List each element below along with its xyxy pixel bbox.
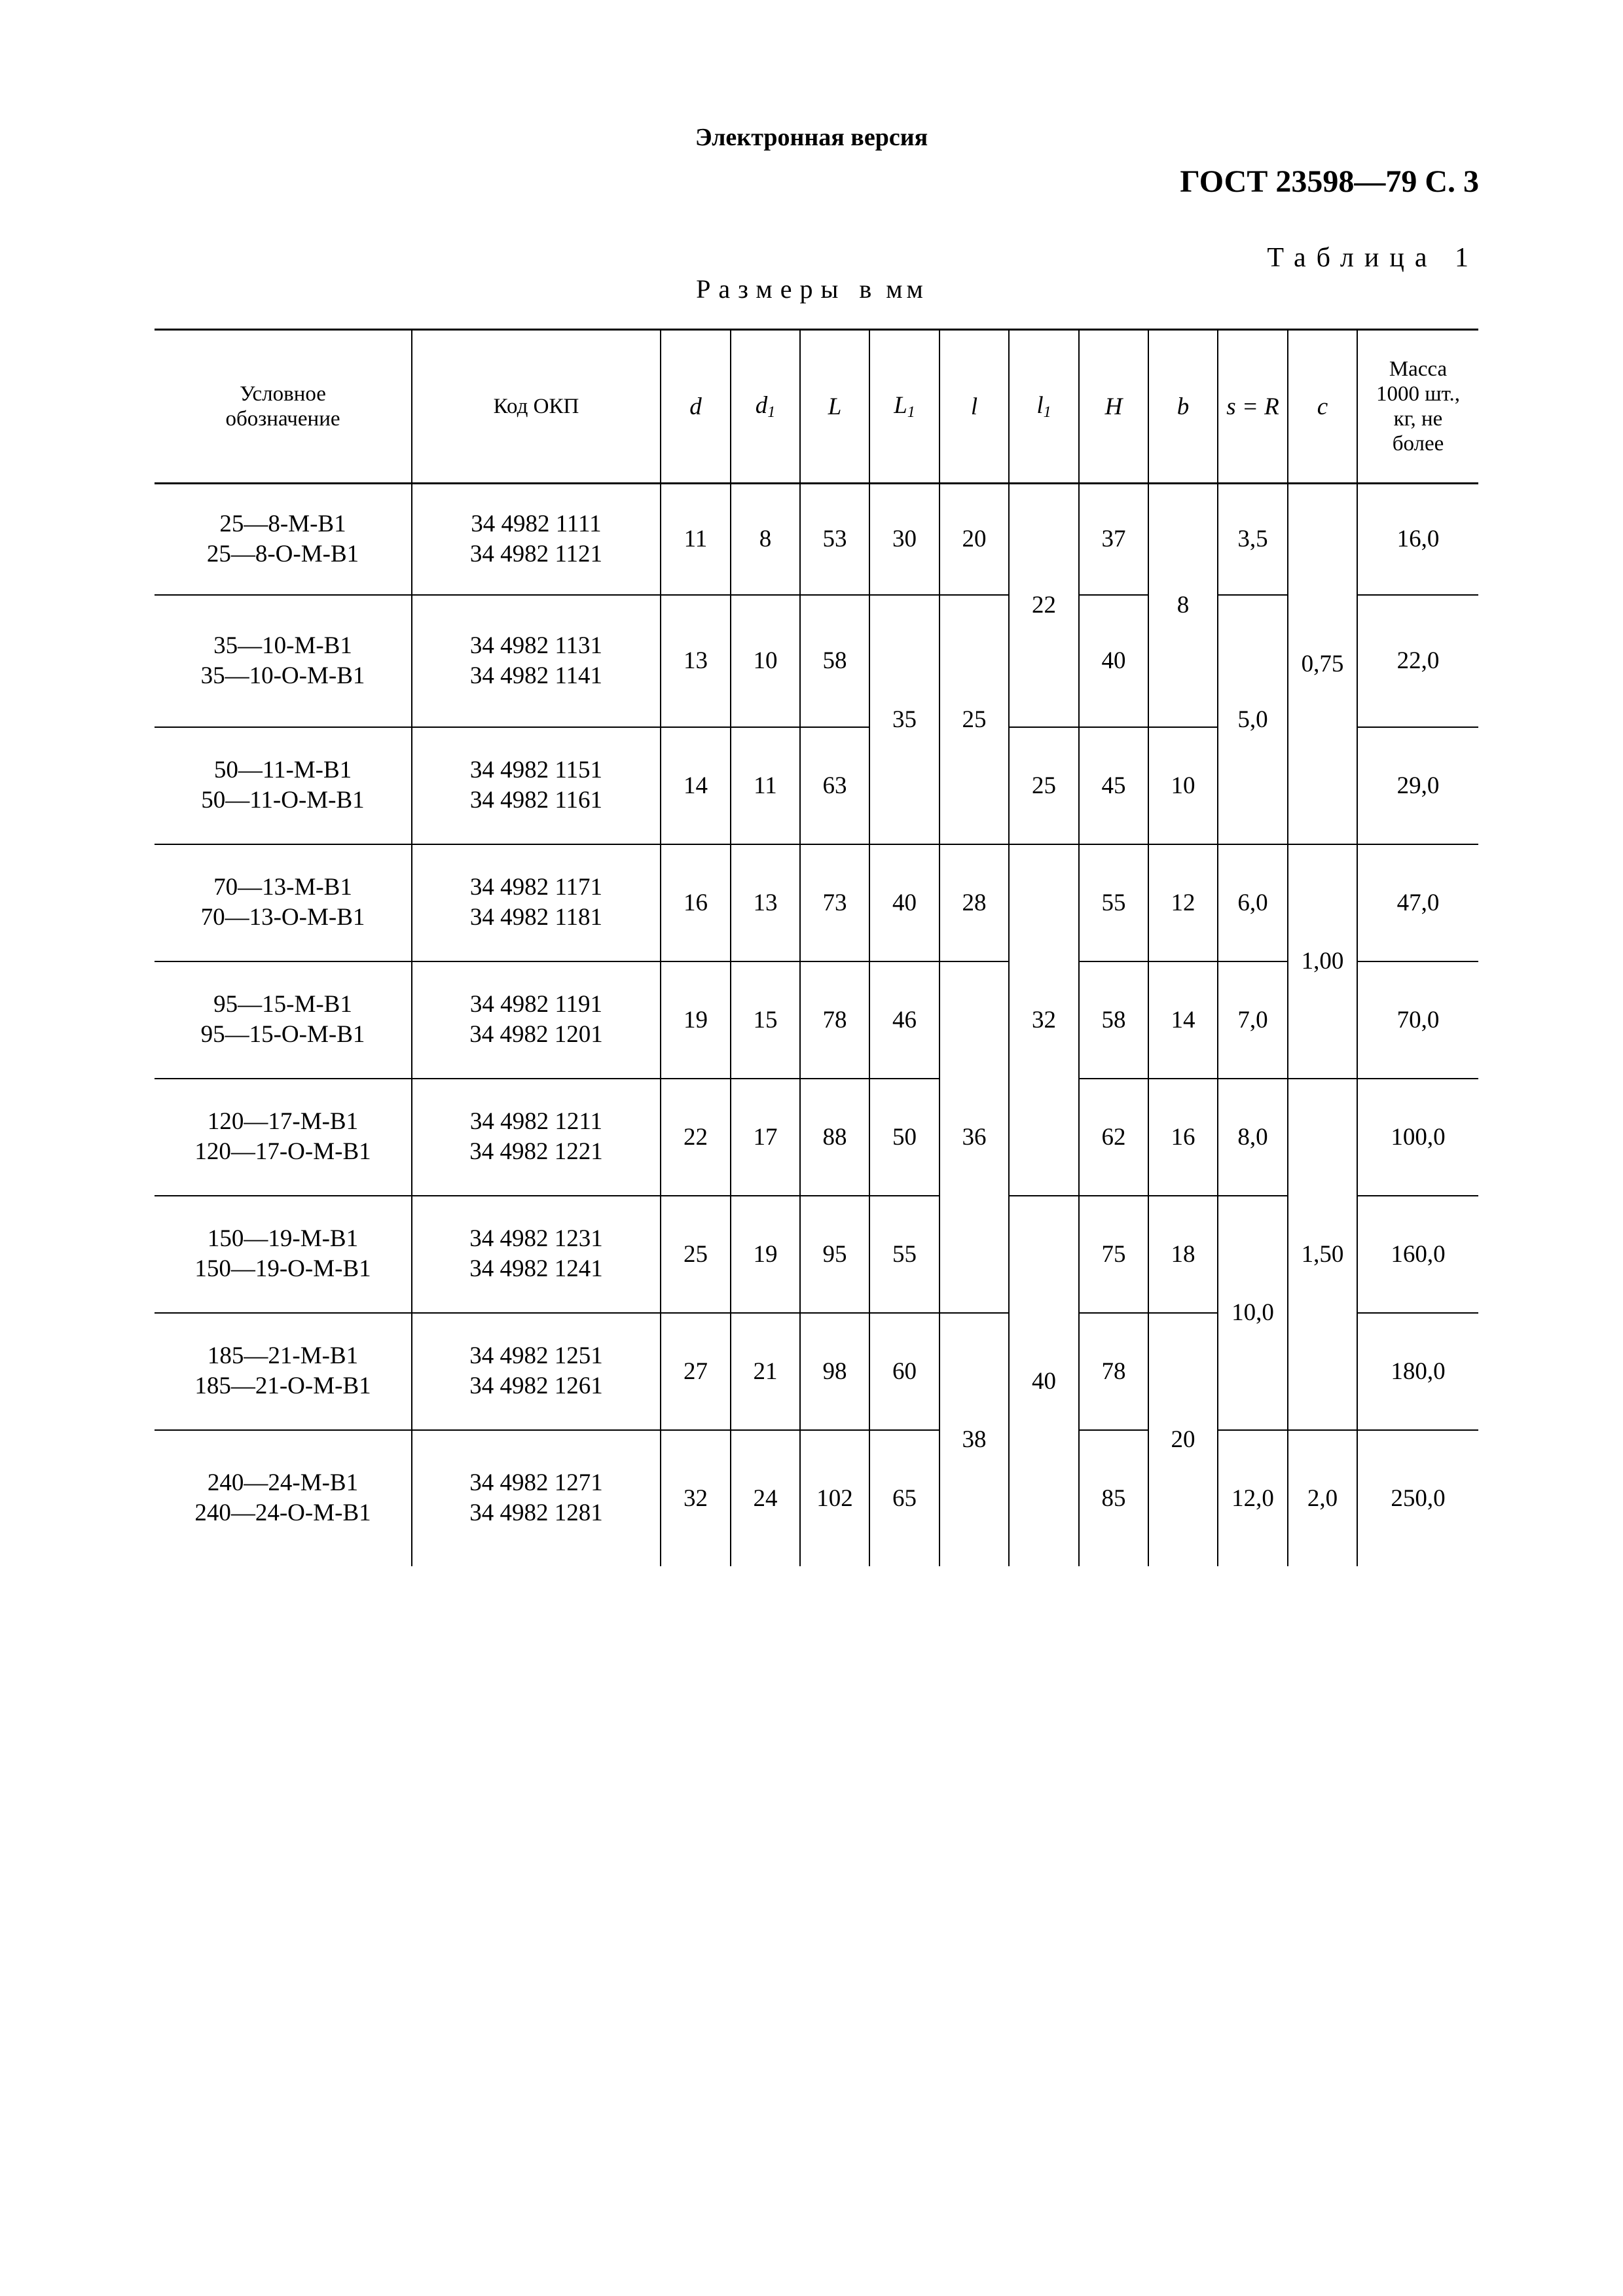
header-L1 xyxy=(869,330,939,484)
l-cell-merged: 38 xyxy=(939,1313,1009,1566)
okp-line1: 34 4982 1251 xyxy=(469,1342,603,1369)
designation-cell xyxy=(155,1079,412,1196)
mass-cell: 180,0 xyxy=(1357,1313,1478,1430)
designation-line2: 35—10-О-М-В1 xyxy=(200,662,365,689)
header-s-equals-R: s = R xyxy=(1218,330,1288,484)
L-cell: 73 xyxy=(800,844,869,961)
designation-line1: 240—24-М-В1 xyxy=(207,1469,359,1496)
okp-line1: 34 4982 1211 xyxy=(469,1108,603,1135)
designation-line2: 240—24-О-М-В1 xyxy=(194,1499,371,1526)
mass-cell: 47,0 xyxy=(1357,844,1478,961)
designation-line1: 120—17-М-В1 xyxy=(207,1108,359,1135)
l1-cell: 25 xyxy=(1009,727,1079,844)
header-d1-base: d xyxy=(755,392,768,419)
b-cell: 18 xyxy=(1148,1196,1218,1313)
header-mass-line3: кг, не xyxy=(1393,407,1443,431)
header-l1-sub: 1 xyxy=(1043,404,1051,421)
okp-line2: 34 4982 1161 xyxy=(469,787,603,814)
designation-cell xyxy=(155,844,412,961)
L-cell: 78 xyxy=(800,961,869,1079)
header-H: H xyxy=(1079,330,1148,484)
designation-cell xyxy=(155,595,412,727)
L1-cell: 50 xyxy=(869,1079,939,1196)
d1-cell: 10 xyxy=(731,595,800,727)
header-l: l xyxy=(939,330,1009,484)
designation-line2: 70—13-О-М-В1 xyxy=(200,904,365,931)
okp-cell xyxy=(412,1313,661,1430)
okp-cell xyxy=(412,595,661,727)
d1-cell: 13 xyxy=(731,844,800,961)
H-cell: 85 xyxy=(1079,1430,1148,1566)
designation-line1: 150—19-М-В1 xyxy=(207,1225,359,1252)
d1-cell: 8 xyxy=(731,484,800,595)
okp-line1: 34 4982 1191 xyxy=(469,991,603,1018)
H-cell: 62 xyxy=(1079,1079,1148,1196)
table-number-label: Таблица 1 xyxy=(1267,243,1479,273)
header-L: L xyxy=(800,330,869,484)
header-mass-line4: более xyxy=(1392,432,1444,456)
mass-cell: 22,0 xyxy=(1357,595,1478,727)
table-row xyxy=(155,844,1478,961)
okp-line2: 34 4982 1221 xyxy=(469,1138,603,1165)
d-cell: 14 xyxy=(661,727,731,844)
header-mass-line2: 1000 шт., xyxy=(1376,382,1461,406)
d1-cell: 11 xyxy=(731,727,800,844)
L-cell: 88 xyxy=(800,1079,869,1196)
header-L1-base: L xyxy=(894,392,907,419)
okp-line2: 34 4982 1281 xyxy=(469,1499,603,1526)
b-cell-merged: 8 xyxy=(1148,484,1218,727)
designation-line1: 50—11-М-В1 xyxy=(213,757,352,783)
header-mass-line1: Масса xyxy=(1389,357,1448,381)
designation-line1: 35—10-М-В1 xyxy=(213,632,352,659)
H-cell: 40 xyxy=(1079,595,1148,727)
okp-cell xyxy=(412,844,661,961)
okp-line2: 34 4982 1181 xyxy=(469,904,603,931)
l1-cell-merged: 40 xyxy=(1009,1196,1079,1566)
L1-cell: 65 xyxy=(869,1430,939,1566)
designation-cell xyxy=(155,727,412,844)
d1-cell: 24 xyxy=(731,1430,800,1566)
l1-cell-merged: 32 xyxy=(1009,844,1079,1196)
okp-cell xyxy=(412,961,661,1079)
b-cell: 14 xyxy=(1148,961,1218,1079)
d1-cell: 15 xyxy=(731,961,800,1079)
header-d1 xyxy=(731,330,800,484)
l-cell-merged: 36 xyxy=(939,961,1009,1313)
d1-cell: 21 xyxy=(731,1313,800,1430)
L1-cell: 40 xyxy=(869,844,939,961)
okp-line2: 34 4982 1261 xyxy=(469,1372,603,1399)
designation-line2: 50—11-О-М-В1 xyxy=(201,787,365,814)
L1-cell-merged: 35 xyxy=(869,595,939,844)
okp-cell xyxy=(412,727,661,844)
L1-cell: 55 xyxy=(869,1196,939,1313)
header-l1-base: l xyxy=(1036,392,1044,419)
designation-line2: 150—19-О-М-В1 xyxy=(194,1255,371,1282)
designation-cell xyxy=(155,1313,412,1430)
table-row xyxy=(155,961,1478,1079)
designation-cell xyxy=(155,961,412,1079)
sR-cell-merged: 10,0 xyxy=(1218,1196,1288,1430)
L1-cell: 46 xyxy=(869,961,939,1079)
sR-cell: 12,0 xyxy=(1218,1430,1288,1566)
okp-line2: 34 4982 1121 xyxy=(469,540,603,567)
okp-line1: 34 4982 1131 xyxy=(469,632,603,659)
d-cell: 19 xyxy=(661,961,731,1079)
c-cell-merged: 0,75 xyxy=(1288,484,1357,844)
sR-cell: 8,0 xyxy=(1218,1079,1288,1196)
d1-cell: 17 xyxy=(731,1079,800,1196)
page-header-standard: ГОСТ 23598—79 С. 3 xyxy=(1180,164,1479,199)
H-cell: 55 xyxy=(1079,844,1148,961)
l-cell-merged: 25 xyxy=(939,595,1009,844)
header-L1-sub: 1 xyxy=(907,404,915,421)
table-header-row xyxy=(155,330,1478,484)
designation-line1: 95—15-М-В1 xyxy=(213,991,352,1018)
header-c: c xyxy=(1288,330,1357,484)
table-row xyxy=(155,1196,1478,1313)
okp-line2: 34 4982 1141 xyxy=(469,662,603,689)
designation-line2: 185—21-О-М-В1 xyxy=(194,1372,371,1399)
okp-cell xyxy=(412,1430,661,1566)
mass-cell: 250,0 xyxy=(1357,1430,1478,1566)
units-caption-word2: в мм xyxy=(859,274,927,304)
okp-line1: 34 4982 1111 xyxy=(471,510,602,537)
d-cell: 27 xyxy=(661,1313,731,1430)
okp-cell xyxy=(412,1079,661,1196)
mass-cell: 100,0 xyxy=(1357,1079,1478,1196)
l-cell: 28 xyxy=(939,844,1009,961)
units-caption-word1: Размеры xyxy=(696,274,847,304)
designation-line1: 70—13-М-В1 xyxy=(213,874,352,901)
L-cell: 58 xyxy=(800,595,869,727)
H-cell: 37 xyxy=(1079,484,1148,595)
H-cell: 45 xyxy=(1079,727,1148,844)
b-cell: 16 xyxy=(1148,1079,1218,1196)
sR-cell-merged: 5,0 xyxy=(1218,595,1288,844)
okp-line1: 34 4982 1231 xyxy=(469,1225,603,1252)
designation-cell xyxy=(155,1196,412,1313)
electronic-version-label: Электронная версия xyxy=(695,124,928,151)
header-d: d xyxy=(661,330,731,484)
c-cell: 2,0 xyxy=(1288,1430,1357,1566)
okp-cell xyxy=(412,1196,661,1313)
H-cell: 75 xyxy=(1079,1196,1148,1313)
mass-cell: 16,0 xyxy=(1357,484,1478,595)
mass-cell: 160,0 xyxy=(1357,1196,1478,1313)
sR-cell: 3,5 xyxy=(1218,484,1288,595)
header-d1-sub: 1 xyxy=(767,404,776,421)
c-cell-merged: 1,00 xyxy=(1288,844,1357,1079)
header-okp: Код ОКП xyxy=(412,330,661,484)
d-cell: 16 xyxy=(661,844,731,961)
H-cell: 58 xyxy=(1079,961,1148,1079)
okp-line2: 34 4982 1201 xyxy=(469,1021,603,1048)
table-row xyxy=(155,484,1478,595)
L-cell: 63 xyxy=(800,727,869,844)
L-cell: 53 xyxy=(800,484,869,595)
okp-line1: 34 4982 1171 xyxy=(469,874,603,901)
sR-cell: 7,0 xyxy=(1218,961,1288,1079)
mass-cell: 29,0 xyxy=(1357,727,1478,844)
units-caption xyxy=(0,274,1623,304)
d-cell: 25 xyxy=(661,1196,731,1313)
designation-line1: 185—21-М-В1 xyxy=(207,1342,359,1369)
okp-line1: 34 4982 1271 xyxy=(469,1469,603,1496)
d1-cell: 19 xyxy=(731,1196,800,1313)
d-cell: 32 xyxy=(661,1430,731,1566)
header-b: b xyxy=(1148,330,1218,484)
d-cell: 22 xyxy=(661,1079,731,1196)
H-cell: 78 xyxy=(1079,1313,1148,1430)
designation-cell xyxy=(155,1430,412,1566)
table-row xyxy=(155,1079,1478,1196)
b-cell: 12 xyxy=(1148,844,1218,961)
okp-cell xyxy=(412,484,661,595)
okp-line2: 34 4982 1241 xyxy=(469,1255,603,1282)
header-designation xyxy=(155,330,412,484)
designation-line2: 95—15-О-М-В1 xyxy=(200,1021,365,1048)
l1-cell-merged: 22 xyxy=(1009,484,1079,727)
table-row xyxy=(155,1430,1478,1566)
L1-cell: 30 xyxy=(869,484,939,595)
header-designation-line1: Условное xyxy=(240,382,326,406)
L-cell: 98 xyxy=(800,1313,869,1430)
b-cell-merged: 20 xyxy=(1148,1313,1218,1566)
header-mass xyxy=(1357,330,1478,484)
header-designation-line2: обозначение xyxy=(225,407,340,431)
L-cell: 102 xyxy=(800,1430,869,1566)
designation-cell xyxy=(155,484,412,595)
L1-cell: 60 xyxy=(869,1313,939,1430)
sR-cell: 6,0 xyxy=(1218,844,1288,961)
l-cell: 20 xyxy=(939,484,1009,595)
okp-line1: 34 4982 1151 xyxy=(469,757,603,783)
d-cell: 11 xyxy=(661,484,731,595)
designation-line1: 25—8-М-В1 xyxy=(219,510,346,537)
header-l1 xyxy=(1009,330,1079,484)
dimensions-table xyxy=(155,329,1478,1566)
L-cell: 95 xyxy=(800,1196,869,1313)
mass-cell: 70,0 xyxy=(1357,961,1478,1079)
table-row xyxy=(155,595,1478,727)
designation-line2: 120—17-О-М-В1 xyxy=(194,1138,371,1165)
d-cell: 13 xyxy=(661,595,731,727)
designation-line2: 25—8-О-М-В1 xyxy=(206,540,359,567)
c-cell-merged: 1,50 xyxy=(1288,1079,1357,1430)
b-cell: 10 xyxy=(1148,727,1218,844)
